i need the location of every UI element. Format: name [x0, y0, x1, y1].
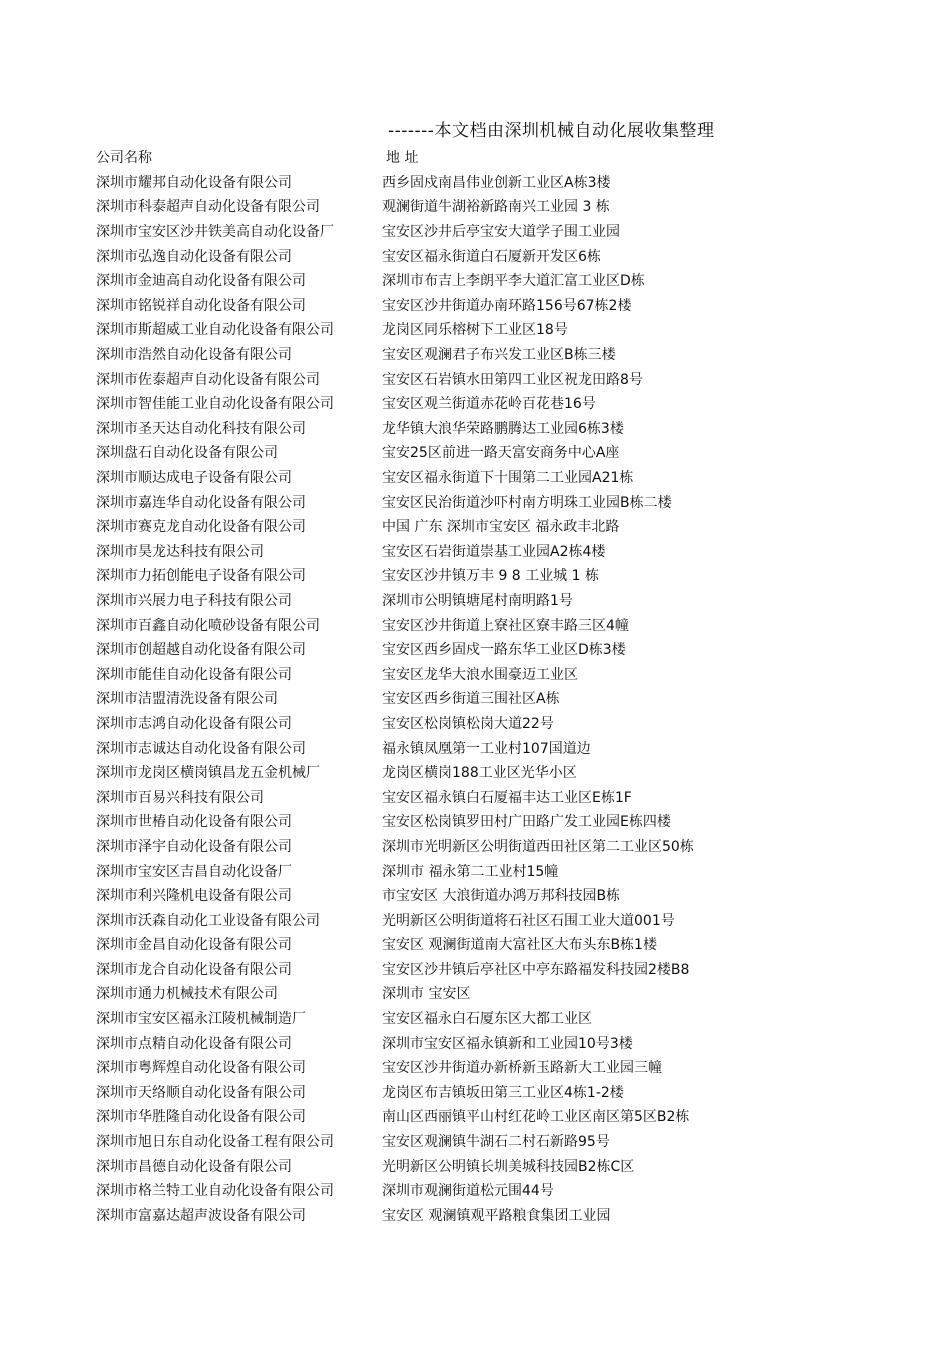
company-name-cell: 深圳市斯超威工业自动化设备有限公司 — [96, 322, 334, 339]
company-name-cell: 深圳市智佳能工业自动化设备有限公司 — [96, 396, 334, 413]
address-cell: 宝安区观澜君子布兴发工业区B栋三楼 — [382, 347, 616, 364]
address-cell: 宝安区松岗镇松岗大道22号 — [382, 715, 554, 732]
address-cell: 宝安区石岩镇水田第四工业区祝龙田路8号 — [382, 371, 643, 388]
address-cell: 深圳市布吉上李朗平李大道汇富工业区D栋 — [382, 273, 645, 290]
address-cell: 龙岗区同乐榕树下工业区18号 — [382, 322, 568, 339]
company-name-cell: 深圳市粤辉煌自动化设备有限公司 — [96, 1060, 306, 1077]
address-cell: 宝安区西乡街道三围社区A栋 — [382, 691, 560, 708]
company-name-cell: 深圳市昌德自动化设备有限公司 — [96, 1158, 292, 1175]
table-row — [96, 342, 856, 367]
address-cell: 宝安区龙华大浪水围豪迈工业区 — [382, 666, 578, 683]
company-name-cell: 深圳市顺达成电子设备有限公司 — [96, 470, 292, 487]
address-cell: 宝安区观兰街道赤花岭百花巷16号 — [382, 396, 596, 413]
company-name-cell: 深圳市赛克龙自动化设备有限公司 — [96, 519, 306, 536]
company-name-cell: 深圳市弘逸自动化设备有限公司 — [96, 248, 292, 265]
table-row — [96, 784, 856, 809]
address-cell: 南山区西丽镇平山村红花岭工业区南区第5区B2栋 — [382, 1109, 690, 1126]
table-row — [96, 293, 856, 318]
company-name-cell: 深圳市富嘉达超声波设备有限公司 — [96, 1207, 306, 1224]
address-cell: 深圳市 宝安区 — [382, 986, 471, 1003]
company-name-cell: 深圳市科泰超声自动化设备有限公司 — [96, 199, 320, 216]
address-cell: 宝安25区前进一路天富安商务中心A座 — [382, 445, 620, 462]
table-row — [96, 243, 856, 268]
table-row — [96, 465, 856, 490]
company-name-cell: 深圳市通力机械技术有限公司 — [96, 986, 278, 1003]
address-cell: 宝安区沙井街道上寮社区寮丰路三区4幢 — [382, 617, 629, 634]
company-name-cell: 深圳市龙合自动化设备有限公司 — [96, 961, 292, 978]
company-name-cell: 深圳市能佳自动化设备有限公司 — [96, 666, 292, 683]
company-name-cell: 深圳市沃森自动化工业设备有限公司 — [96, 912, 320, 929]
company-name-cell: 深圳市洁盟清洗设备有限公司 — [96, 691, 278, 708]
table-row — [96, 1030, 856, 1055]
address-cell: 市宝安区 大浪街道办鸿万邦科技园B栋 — [382, 888, 621, 905]
address-cell: 宝安区沙井街道办南环路156号67栋2楼 — [382, 297, 632, 314]
header-address: 地 址 — [386, 150, 419, 167]
table-row — [96, 416, 856, 441]
company-name-cell: 深圳盘石自动化设备有限公司 — [96, 445, 278, 462]
table-header — [96, 145, 856, 170]
address-cell: 宝安区 观澜镇观平路粮食集团工业园 — [382, 1207, 611, 1224]
table-row — [96, 735, 856, 760]
address-cell: 深圳市观澜街道松元围44号 — [382, 1183, 554, 1200]
company-name-cell: 深圳市宝安区吉昌自动化设备厂 — [96, 863, 292, 880]
company-name-cell: 深圳市力拓创能电子设备有限公司 — [96, 568, 306, 585]
company-name-cell: 深圳市格兰特工业自动化设备有限公司 — [96, 1183, 334, 1200]
address-cell: 宝安区 观澜街道南大富社区大布头东B栋1楼 — [382, 937, 657, 954]
address-cell: 深圳市宝安区福永镇新和工业园10号3楼 — [382, 1035, 633, 1052]
address-cell: 宝安区沙井镇后亭社区中亭东路福发科技园2楼B8 — [382, 961, 690, 978]
company-name-cell: 深圳市百易兴科技有限公司 — [96, 789, 264, 806]
company-name-cell: 深圳市志诚达自动化设备有限公司 — [96, 740, 306, 757]
table-row — [96, 391, 856, 416]
table-row — [96, 809, 856, 834]
table-row — [96, 1055, 856, 1080]
address-cell: 福永镇凤凰第一工业村107国道边 — [382, 740, 591, 757]
company-table — [96, 145, 856, 1227]
company-name-cell: 深圳市利兴隆机电设备有限公司 — [96, 888, 292, 905]
table-row — [96, 1178, 856, 1203]
table-row — [96, 1006, 856, 1031]
table-row — [96, 514, 856, 539]
table-row — [96, 588, 856, 613]
address-cell: 宝安区福永街道下十围第二工业园A21栋 — [382, 470, 634, 487]
company-name-cell: 深圳市宝安区福永江陵机械制造厂 — [96, 1011, 306, 1028]
table-row — [96, 858, 856, 883]
address-cell: 深圳市公明镇塘尾村南明路1号 — [382, 592, 573, 609]
table-row — [96, 1104, 856, 1129]
table-row — [96, 317, 856, 342]
table-row — [96, 932, 856, 957]
company-name-cell: 深圳市佐泰超声自动化设备有限公司 — [96, 371, 320, 388]
address-cell: 宝安区福永白石厦东区大都工业区 — [382, 1011, 592, 1028]
table-row — [96, 981, 856, 1006]
company-name-cell: 深圳市创超越自动化设备有限公司 — [96, 642, 306, 659]
table-row — [96, 661, 856, 686]
company-name-cell: 深圳市华胜隆自动化设备有限公司 — [96, 1109, 306, 1126]
address-cell: 深圳市光明新区公明街道西田社区第二工业区50栋 — [382, 838, 694, 855]
table-row — [96, 686, 856, 711]
table-row — [96, 366, 856, 391]
address-cell: 宝安区沙井后亭宝安大道学子围工业园 — [382, 224, 620, 241]
address-cell: 宝安区沙井街道办新桥新玉路新大工业园三幢 — [382, 1060, 662, 1077]
document-title: -------本文档由深圳机械自动化展收集整理 — [388, 121, 715, 141]
header-company-name: 公司名称 — [96, 150, 152, 167]
table-row — [96, 711, 856, 736]
address-cell: 宝安区观澜镇牛湖石二村石新路95号 — [382, 1134, 610, 1151]
company-name-cell: 深圳市昊龙达科技有限公司 — [96, 543, 264, 560]
company-name-cell: 深圳市嘉连华自动化设备有限公司 — [96, 494, 306, 511]
address-cell: 宝安区石岩街道崇基工业园A2栋4楼 — [382, 543, 606, 560]
company-name-cell: 深圳市铭锐祥自动化设备有限公司 — [96, 297, 306, 314]
table-row — [96, 539, 856, 564]
table-row — [96, 883, 856, 908]
table-row — [96, 489, 856, 514]
table-row — [96, 1129, 856, 1154]
address-cell: 中国 广东 深圳市宝安区 福永政丰北路 — [382, 519, 620, 536]
table-row — [96, 219, 856, 244]
company-name-cell: 深圳市耀邦自动化设备有限公司 — [96, 174, 292, 191]
company-name-cell: 深圳市泽宇自动化设备有限公司 — [96, 838, 292, 855]
address-cell: 宝安区西乡固戍一路东华工业区D栋3楼 — [382, 642, 626, 659]
address-cell: 龙岗区布吉镇坂田第三工业区4栋1-2楼 — [382, 1084, 624, 1101]
table-row — [96, 1203, 856, 1228]
company-name-cell: 深圳市浩然自动化设备有限公司 — [96, 347, 292, 364]
company-name-cell: 深圳市兴展力电子科技有限公司 — [96, 592, 292, 609]
address-cell: 龙华镇大浪华荣路鹏腾达工业园6栋3楼 — [382, 420, 624, 437]
address-cell: 光明新区公明镇长圳美城科技园B2栋C区 — [382, 1158, 635, 1175]
company-name-cell: 深圳市龙岗区横岗镇昌龙五金机械厂 — [96, 765, 320, 782]
table-row — [96, 1080, 856, 1105]
company-name-cell: 深圳市天络顺自动化设备有限公司 — [96, 1084, 306, 1101]
table-row — [96, 194, 856, 219]
company-name-cell: 深圳市志鸿自动化设备有限公司 — [96, 715, 292, 732]
table-row — [96, 1153, 856, 1178]
table-row — [96, 440, 856, 465]
table-row — [96, 637, 856, 662]
table-row — [96, 268, 856, 293]
address-cell: 龙岗区横岗188工业区光华小区 — [382, 765, 577, 782]
company-name-cell: 深圳市百鑫自动化喷砂设备有限公司 — [96, 617, 320, 634]
address-cell: 深圳市 福永第二工业村15幢 — [382, 863, 559, 880]
table-row — [96, 612, 856, 637]
table-row — [96, 760, 856, 785]
company-name-cell: 深圳市旭日东自动化设备工程有限公司 — [96, 1134, 334, 1151]
address-cell: 宝安区民治街道沙吓村南方明珠工业园B栋二楼 — [382, 494, 672, 511]
address-cell: 宝安区福永镇白石厦福丰达工业区E栋1F — [382, 789, 632, 806]
address-cell: 宝安区福永街道白石厦新开发区6栋 — [382, 248, 601, 265]
company-name-cell: 深圳市宝安区沙井铁美高自动化设备厂 — [96, 224, 334, 241]
address-cell: 宝安区松岗镇罗田村广田路广发工业园E栋四楼 — [382, 814, 671, 831]
address-cell: 观澜街道牛湖裕新路南兴工业园 3 栋 — [382, 199, 610, 216]
address-cell: 西乡固戍南昌伟业创新工业区A栋3楼 — [382, 174, 611, 191]
company-name-cell: 深圳市世椿自动化设备有限公司 — [96, 814, 292, 831]
table-row — [96, 957, 856, 982]
table-body — [96, 170, 856, 1228]
table-row — [96, 834, 856, 859]
company-name-cell: 深圳市圣天达自动化科技有限公司 — [96, 420, 306, 437]
table-row — [96, 563, 856, 588]
company-name-cell: 深圳市金迪高自动化设备有限公司 — [96, 273, 306, 290]
table-row — [96, 170, 856, 195]
address-cell: 光明新区公明街道将石社区石围工业大道001号 — [382, 912, 675, 929]
table-row — [96, 907, 856, 932]
address-cell: 宝安区沙井镇万丰 9 8 工业城 1 栋 — [382, 568, 599, 585]
company-name-cell: 深圳市金昌自动化设备有限公司 — [96, 937, 292, 954]
company-name-cell: 深圳市点精自动化设备有限公司 — [96, 1035, 292, 1052]
